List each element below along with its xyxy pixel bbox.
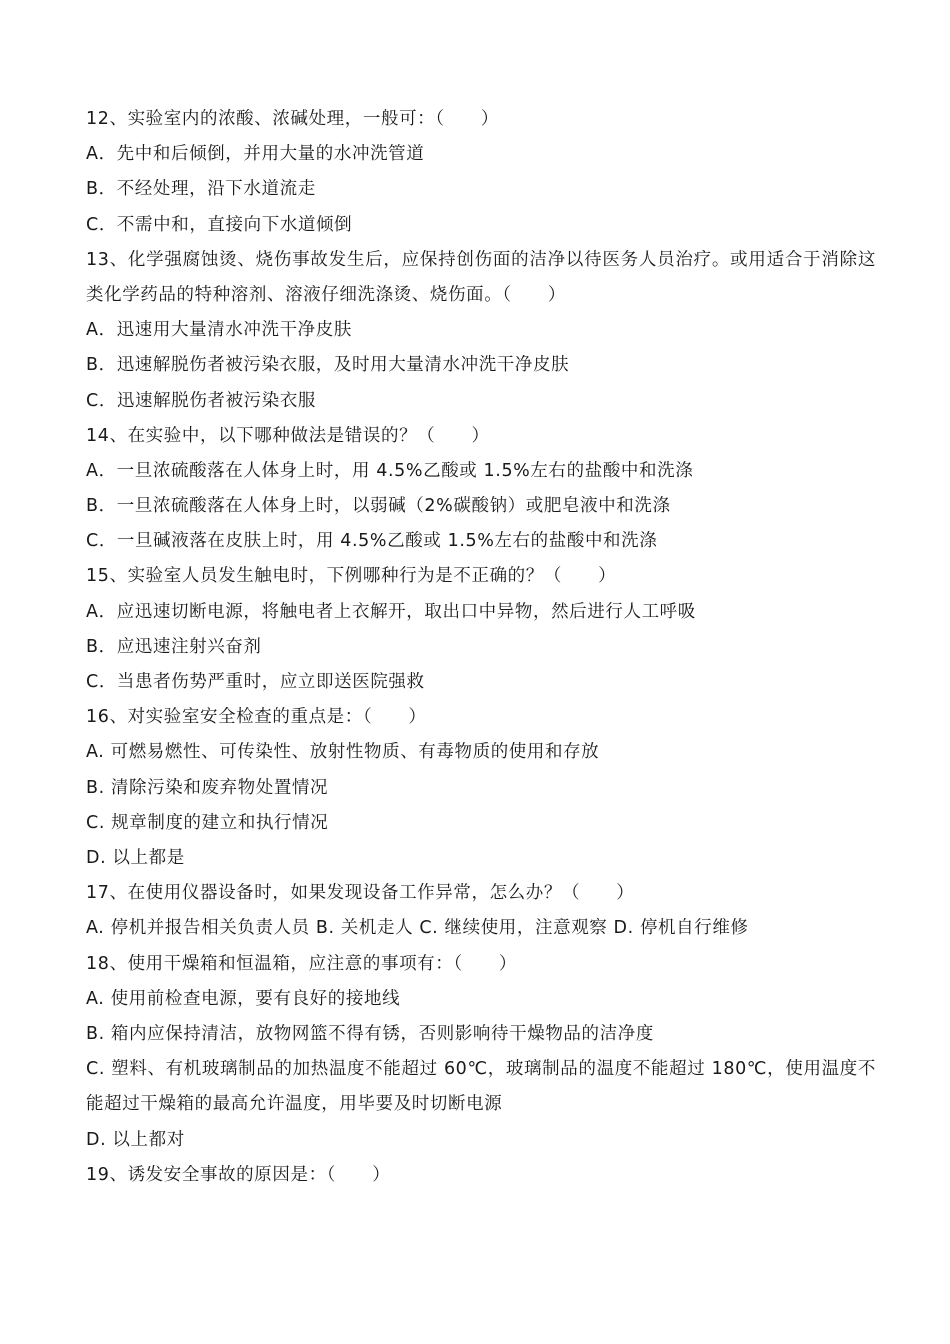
- question-14-option-c: C．一旦碱液落在皮肤上时，用 4.5%乙酸或 1.5%左右的盐酸中和洗涤: [86, 531, 658, 552]
- question-17-stem: 17、在使用仪器设备时，如果发现设备工作异常，怎么办？（ ）: [86, 883, 635, 904]
- question-13-option-a: A．迅速用大量清水冲洗干净皮肤: [86, 320, 352, 341]
- question-14-option-b: B．一旦浓硫酸落在人体身上时，以弱碱（2%碳酸钠）或肥皂液中和洗涤: [86, 496, 671, 517]
- question-12-option-a: A．先中和后倾倒，并用大量的水冲洗管道: [86, 144, 425, 165]
- question-16-stem: 16、对实验室安全检查的重点是：（ ）: [86, 707, 427, 728]
- question-16-option-b: B. 清除污染和废弃物处置情况: [86, 777, 329, 798]
- question-list: [86, 102, 876, 1193]
- question-16-option-c: C. 规章制度的建立和执行情况: [86, 812, 329, 833]
- question-14-option-a: A．一旦浓硫酸落在人体身上时，用 4.5%乙酸或 1.5%左右的盐酸中和洗涤: [86, 460, 694, 481]
- question-16-option-d: D. 以上都是: [86, 847, 185, 868]
- question-18-option-b: B. 箱内应保持清洁，放物网篮不得有锈，否则影响待干燥物品的洁净度: [86, 1023, 654, 1044]
- question-17-options-inline: A. 停机并报告相关负责人员 B. 关机走人 C. 继续使用，注意观察 D. 停机自行维修: [86, 918, 749, 939]
- question-15-stem: 15、实验室人员发生触电时，下例哪种行为是不正确的？（ ）: [86, 566, 617, 587]
- question-13-stem: 13、化学强腐蚀烫、烧伤事故发生后，应保持创伤面的洁净以待医务人员治疗。或用适合于消除这类化学药品的特种溶剂、溶液仔细洗涤烫、烧伤面。（ ）: [86, 249, 876, 305]
- question-18-option-a: A. 使用前检查电源，要有良好的接地线: [86, 988, 401, 1009]
- question-12-option-c: C．不需中和，直接向下水道倾倒: [86, 214, 353, 235]
- question-16-option-a: A. 可燃易燃性、可传染性、放射性物质、有毒物质的使用和存放: [86, 742, 600, 763]
- question-12-stem: 12、实验室内的浓酸、浓碱处理，一般可：（ ）: [86, 109, 499, 129]
- question-18-option-c: C. 塑料、有机玻璃制品的加热温度不能超过 60℃，玻璃制品的温度不能超过 180℃，使用温度不能超过干燥箱的最高允许温度，用毕要及时切断电源: [86, 1059, 876, 1115]
- question-12-option-b: B．不经处理，沿下水道流走: [86, 179, 316, 200]
- question-18-option-d: D. 以上都对: [86, 1129, 185, 1150]
- question-15-option-b: B．应迅速注射兴奋剂: [86, 636, 262, 657]
- question-13-option-c: C．迅速解脱伤者被污染衣服: [86, 390, 317, 411]
- question-18-stem: 18、使用干燥箱和恒温箱，应注意的事项有：（ ）: [86, 953, 518, 974]
- question-14-stem: 14、在实验中，以下哪种做法是错误的？（ ）: [86, 425, 490, 446]
- question-13-option-b: B．迅速解脱伤者被污染衣服，及时用大量清水冲洗干净皮肤: [86, 355, 570, 376]
- question-15-option-a: A．应迅速切断电源，将触电者上衣解开，取出口中异物，然后进行人工呼吸: [86, 601, 696, 622]
- question-19-stem: 19、诱发安全事故的原因是：（ ）: [86, 1164, 391, 1185]
- question-15-option-c: C．当患者伤势严重时，应立即送医院强救: [86, 672, 425, 693]
